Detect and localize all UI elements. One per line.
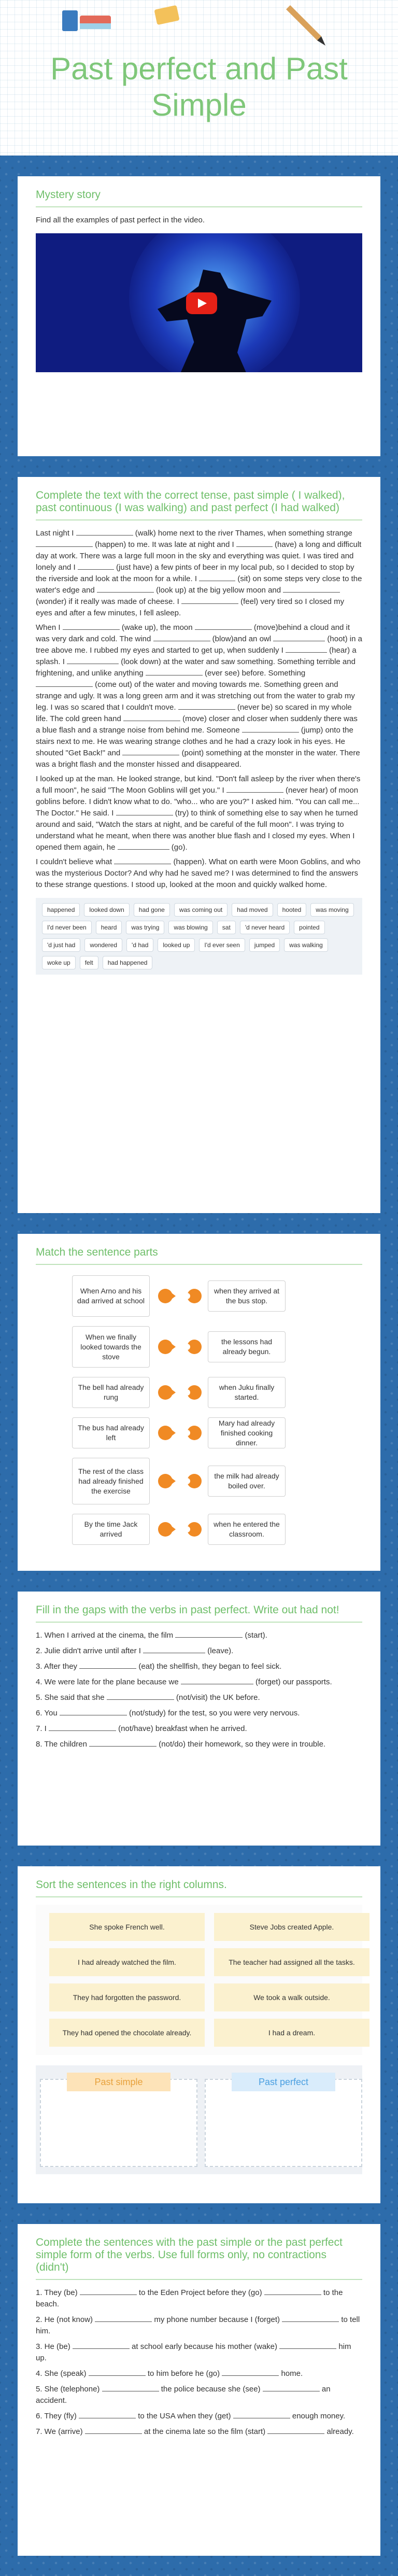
connector-dot[interactable]	[187, 1426, 202, 1440]
match-right-item[interactable]: the lessons had already begun.	[208, 1331, 286, 1362]
answer-blank[interactable]	[273, 634, 325, 641]
text-run: I couldn't believe what	[36, 857, 115, 866]
answer-blank[interactable]	[153, 634, 210, 641]
text-run: 2. He (not know)	[36, 2315, 95, 2324]
word-chip[interactable]: looked down	[84, 903, 129, 917]
text-run: 6. You	[36, 1709, 60, 1718]
answer-blank[interactable]	[146, 668, 203, 675]
text-run: to the beach.	[36, 2288, 343, 2308]
text-run: 5. She said that she	[36, 1693, 107, 1702]
sort-section	[18, 1866, 380, 2203]
word-chip[interactable]: 'd had	[126, 938, 153, 952]
text-run: (not/study) for the test, so you were very nervous.	[126, 1709, 300, 1718]
story-paragraph	[36, 622, 362, 770]
match-left-item[interactable]: The bell had already rung	[72, 1377, 150, 1408]
sort-card[interactable]: I had a dream.	[214, 2019, 369, 2047]
text-run: 7. I	[36, 1724, 49, 1733]
connector-dot[interactable]	[158, 1340, 173, 1354]
divider	[36, 2279, 362, 2280]
complete-list	[36, 2287, 362, 2438]
story-paragraph	[36, 528, 362, 619]
sort-card[interactable]: The teacher had assigned all the tasks.	[214, 1948, 369, 1976]
divider	[36, 206, 362, 207]
mystery-instruction: Find all the examples of past perfect in the video.	[36, 216, 205, 224]
answer-blank[interactable]	[226, 785, 283, 793]
header	[0, 0, 398, 156]
answer-blank[interactable]	[107, 1692, 174, 1700]
answer-blank[interactable]	[89, 1739, 157, 1747]
connector-dot[interactable]	[158, 1474, 173, 1488]
word-chip[interactable]: happened	[42, 903, 80, 917]
gaps-section	[18, 1592, 380, 1846]
answer-blank[interactable]	[67, 656, 119, 664]
answer-blank[interactable]	[49, 1723, 116, 1731]
match-right-item[interactable]: the milk had already boiled over.	[208, 1466, 286, 1497]
exercise-item	[36, 1723, 362, 1735]
sort-cards	[36, 1905, 362, 2055]
answer-blank[interactable]	[236, 539, 273, 547]
connector-dot[interactable]	[187, 1385, 202, 1400]
text-run: 8. The children	[36, 1740, 90, 1749]
word-chip[interactable]: I'd never been	[42, 921, 92, 934]
text-run: 4. She (speak)	[36, 2369, 89, 2378]
answer-blank[interactable]	[123, 713, 180, 721]
text-run: (forget) our passports.	[253, 1678, 332, 1686]
text-run: home.	[279, 2369, 303, 2378]
text-run: Last night I	[36, 529, 76, 538]
word-chip[interactable]: 'd never heard	[240, 921, 290, 934]
text-run: (walk) home next to the river Thames, when something strange	[133, 529, 352, 538]
text-run: (point) something at the monster in the water. There was a bright flash and the monster hissed and disappeared.	[36, 749, 360, 769]
sort-card[interactable]: I had already watched the film.	[49, 1948, 205, 1976]
exercise-item	[36, 2341, 362, 2364]
text-run: already.	[324, 2427, 354, 2436]
answer-blank[interactable]	[181, 1677, 253, 1684]
sort-card[interactable]: We took a walk outside.	[214, 1983, 369, 2011]
answer-blank[interactable]	[181, 596, 238, 604]
story-paragraph	[36, 773, 362, 853]
text-run: an accident.	[36, 2385, 331, 2405]
section-title: Mystery story	[36, 189, 101, 201]
match-left-item[interactable]: The bus had already left	[72, 1417, 150, 1448]
word-chip[interactable]: pointed	[294, 921, 324, 934]
exercise-item	[36, 2314, 362, 2337]
word-chip[interactable]: was coming out	[174, 903, 228, 917]
gaps-list	[36, 1630, 362, 1750]
match-left-item[interactable]: When we finally looked towards the stove	[72, 1326, 150, 1368]
answer-blank[interactable]	[89, 2368, 146, 2376]
text-run: (hoot) in a tree above me. I rubbed my eyes and started to get up, when suddenly I	[36, 635, 362, 655]
answer-blank[interactable]	[264, 2287, 321, 2295]
answer-blank[interactable]	[102, 2384, 159, 2391]
word-chip[interactable]: was moving	[310, 903, 353, 917]
story-section	[18, 477, 380, 1213]
text-run: 2. Julie didn't arrive until after I	[36, 1646, 144, 1655]
word-chip[interactable]: I'd ever seen	[199, 938, 245, 952]
word-chip[interactable]: had gone	[134, 903, 170, 917]
answer-blank[interactable]	[36, 679, 93, 687]
text-run: (jump) onto the stairs next to me. He was wearing strange clothes and he had a crazy look in his eyes. He shouted "Get Back!" and	[36, 726, 353, 757]
text-run: (move) closer and closer when suddenly there was a blue flash and a strange noise from behind me. Someone	[36, 714, 358, 735]
answer-blank[interactable]	[175, 1630, 243, 1638]
answer-blank[interactable]	[118, 842, 169, 850]
answer-blank[interactable]	[79, 1661, 136, 1669]
divider	[36, 1264, 362, 1265]
answer-blank[interactable]	[97, 585, 154, 593]
mystery-section	[18, 176, 380, 456]
word-chip[interactable]: was trying	[126, 921, 164, 934]
text-run: 4. We were late for the plane because we	[36, 1678, 181, 1686]
text-run: I looked up at the man. He looked strange, but kind. "Don't fall asleep by the river when there's a full moon", he said "The Moon Goblins will get you." I	[36, 775, 361, 795]
text-run: 7. We (arrive)	[36, 2427, 85, 2436]
answer-blank[interactable]	[85, 2426, 142, 2434]
sort-card[interactable]: Steve Jobs created Apple.	[214, 1913, 369, 1941]
column-label: Past perfect	[232, 2073, 335, 2091]
drop-zone-past-perfect[interactable]	[205, 2079, 362, 2167]
match-right-item[interactable]: Mary had already finished cooking dinner.	[208, 1417, 286, 1448]
match-area	[36, 1272, 362, 1563]
word-bank	[36, 898, 362, 975]
connector-dot[interactable]	[158, 1385, 173, 1400]
word-chip[interactable]: heard	[96, 921, 122, 934]
connector-dot[interactable]	[158, 1426, 173, 1440]
answer-blank[interactable]	[178, 702, 235, 710]
text-run: (feel) very tired so I closed my eyes and after a few minutes, I fell asleep.	[36, 597, 345, 617]
answer-blank[interactable]	[60, 1708, 127, 1715]
text-run: him up.	[36, 2342, 351, 2362]
exercise-item	[36, 2287, 362, 2310]
exercise-item	[36, 2368, 362, 2380]
answer-blank[interactable]	[195, 622, 252, 630]
text-run: (happen). What on earth were Moon Goblins, and who was the mysterious Doctor? And why had he saved me? I was determined to find the answers to these strange questions. I stood up, looked at the moon and quickly walked home.	[36, 857, 361, 889]
exercise-item	[36, 1661, 362, 1672]
text-run: (hear) a splash. I	[36, 646, 357, 666]
text-run: (never be) so scared in my whole life. The cold green hand	[36, 703, 352, 723]
answer-blank[interactable]	[63, 622, 120, 630]
match-left-item[interactable]: By the time Jack arrived	[72, 1514, 150, 1545]
match-right-item[interactable]: when he entered the classroom.	[208, 1514, 286, 1545]
exercise-item	[36, 1677, 362, 1688]
text-run: my phone number because I (forget)	[152, 2315, 282, 2324]
word-chip[interactable]: felt	[80, 956, 98, 969]
play-icon[interactable]	[186, 292, 217, 314]
answer-blank[interactable]	[36, 539, 93, 547]
answer-blank[interactable]	[282, 2314, 339, 2322]
exercise-item	[36, 2426, 362, 2438]
exercise-item	[36, 1739, 362, 1750]
text-run: (go).	[169, 843, 188, 852]
text-run: at the cinema late so the film (start)	[141, 2427, 268, 2436]
divider	[36, 1896, 362, 1897]
text-run: (ever see) before. Something	[202, 669, 306, 678]
exercise-item	[36, 1692, 362, 1704]
text-run: (not/visit) the UK before.	[174, 1693, 260, 1702]
answer-blank[interactable]	[279, 2341, 336, 2349]
story-paragraph	[36, 856, 362, 891]
answer-blank[interactable]	[95, 2314, 152, 2322]
text-run: (not/have) breakfast when he arrived.	[116, 1724, 247, 1733]
answer-blank[interactable]	[233, 2411, 290, 2418]
exercise-item	[36, 2411, 362, 2422]
connector-dot[interactable]	[187, 1522, 202, 1537]
answer-blank[interactable]	[114, 856, 171, 864]
match-section	[18, 1234, 380, 1571]
word-chip[interactable]: 'd just had	[42, 938, 80, 952]
video-player[interactable]	[36, 233, 362, 372]
text-run: (try) to think of something else to say when he turned around and said, "Watch the stars at night, and be careful of the full moon". I was trying to understand what he meant, when there was another blue flash and I closed my eyes. When I opened them again, he	[36, 809, 358, 852]
text-run: (blow)and an owl	[210, 635, 274, 643]
answer-blank[interactable]	[267, 2426, 324, 2434]
match-left-item[interactable]: The rest of the class had already finished the exercise	[72, 1458, 150, 1504]
divider	[36, 519, 362, 520]
word-chip[interactable]: wondered	[84, 938, 122, 952]
sort-card[interactable]: They had forgotten the password.	[49, 1983, 205, 2011]
text-run: (wake up), the moon	[119, 623, 195, 632]
word-chip[interactable]: looked up	[158, 938, 195, 952]
match-right-item[interactable]: when Juku finally started.	[208, 1377, 286, 1408]
drop-zone-past-simple[interactable]	[40, 2079, 197, 2167]
text-run: 5. She (telephone)	[36, 2385, 102, 2394]
text-run: (wonder) if it really was made of cheese. I	[36, 597, 181, 606]
text-run: (not/do) their homework, so they were in trouble.	[157, 1740, 326, 1749]
answer-blank[interactable]	[263, 2384, 320, 2391]
word-chip[interactable]: was walking	[284, 938, 328, 952]
answer-blank[interactable]	[242, 725, 299, 733]
word-chip[interactable]: had happened	[103, 956, 153, 969]
answer-blank[interactable]	[286, 645, 327, 653]
answer-blank[interactable]	[78, 562, 114, 570]
text-run: 6. They (fly)	[36, 2412, 79, 2420]
answer-blank[interactable]	[122, 748, 179, 755]
text-run: When I	[36, 623, 63, 632]
complete-section	[18, 2224, 380, 2556]
text-run: 1. They (be)	[36, 2288, 80, 2297]
connector-dot[interactable]	[158, 1289, 173, 1303]
answer-blank[interactable]	[80, 2287, 137, 2295]
connector-dot[interactable]	[187, 1289, 202, 1303]
word-chip[interactable]: was blowing	[168, 921, 212, 934]
text-run: to the Eden Project before they (go)	[136, 2288, 264, 2297]
exercise-item	[36, 1708, 362, 1719]
text-run: (never hear) of moon goblins before. I didn't know what to do. "who... who are you?" I asked him. "You can call me... The Doctor." He said. I	[36, 786, 360, 818]
text-run: (eat) the shellfish, they began to feel sick.	[136, 1662, 282, 1671]
text-run: 1. When I arrived at the cinema, the film	[36, 1631, 176, 1640]
match-left-item[interactable]: When Arno and his dad arrived at school	[72, 1275, 150, 1317]
connector-dot[interactable]	[187, 1474, 202, 1488]
exercise-item	[36, 1645, 362, 1657]
match-right-item[interactable]: when they arrived at the bus stop.	[208, 1280, 286, 1312]
text-run: 3. He (be)	[36, 2342, 73, 2351]
text-run: (look up) at the big yellow moon and	[153, 586, 283, 595]
story-text	[36, 528, 362, 891]
text-run: the police because she (see)	[159, 2385, 263, 2394]
text-run: enough money.	[290, 2412, 346, 2420]
text-run: (come out) of the water and moving towards me. Something green and strange and ugly. It was a long green arm and it was stretching out from the water to grab my leg. I was so scared that I couldn't move.	[36, 680, 355, 712]
word-chip[interactable]: sat	[217, 921, 236, 934]
answer-blank[interactable]	[76, 528, 133, 536]
sort-card[interactable]: She spoke French well.	[49, 1913, 205, 1941]
sort-card[interactable]: They had opened the chocolate already.	[49, 2019, 205, 2047]
text-run: (start).	[243, 1631, 267, 1640]
section-title: Complete the text with the correct tense, past simple ( I walked), past continuous (I was walking) and past perfect (I had walked)	[36, 489, 345, 514]
stationery-decoration	[0, 0, 398, 47]
sort-columns	[36, 2065, 362, 2174]
connector-dot[interactable]	[187, 1340, 202, 1354]
text-run: to tell him.	[36, 2315, 360, 2335]
answer-blank[interactable]	[283, 585, 340, 593]
section-title: Complete the sentences with the past simple or the past perfect simple form of the verbs. Use full forms only, no contractions (didn't)	[36, 2236, 343, 2273]
text-run: (have) a long and difficult day at work. There was a large full moon in the sky and everything was quiet. I was tired and lonely and I	[36, 540, 362, 572]
text-run: at school early because his mother (wake)	[129, 2342, 280, 2351]
text-run: to him before he (go)	[145, 2369, 222, 2378]
word-chip[interactable]: hooted	[277, 903, 307, 917]
section-title: Fill in the gaps with the verbs in past perfect. Write out had not!	[36, 1604, 339, 1616]
answer-blank[interactable]	[199, 573, 235, 581]
text-run: (just have) a few pints of beer in my local pub, so I decided to stop by the riverside and look at the moon for a while. I	[36, 563, 354, 583]
section-title: Sort the sentences in the right columns.	[36, 1879, 227, 1891]
text-run: (look down) at the water and saw something. Something terrible and frightening, and unlike anything	[36, 657, 356, 678]
answer-blank[interactable]	[73, 2341, 130, 2349]
text-run: 3. After they	[36, 1662, 80, 1671]
answer-blank[interactable]	[116, 808, 173, 815]
divider	[36, 1622, 362, 1623]
word-chip[interactable]: jumped	[249, 938, 280, 952]
page-title: Past perfect and Past Simple	[50, 51, 348, 122]
column-label: Past simple	[67, 2073, 170, 2091]
text-run: (leave).	[205, 1646, 234, 1655]
exercise-item	[36, 2384, 362, 2406]
exercise-item	[36, 1630, 362, 1641]
text-run: (sit) on some steps very close to the water's edge and	[36, 574, 362, 595]
text-run: (move)behind a cloud and it was very dark and cold. The wind	[36, 623, 350, 643]
answer-blank[interactable]	[79, 2411, 136, 2418]
connector-dot[interactable]	[158, 1522, 173, 1537]
answer-blank[interactable]	[222, 2368, 279, 2376]
section-title: Match the sentence parts	[36, 1246, 158, 1258]
text-run: to the USA when they (get)	[136, 2412, 233, 2420]
answer-blank[interactable]	[143, 1645, 205, 1653]
word-chip[interactable]: had moved	[232, 903, 273, 917]
word-chip[interactable]: woke up	[42, 956, 76, 969]
text-run: (happen) to me. It was late at night and I	[93, 540, 236, 549]
